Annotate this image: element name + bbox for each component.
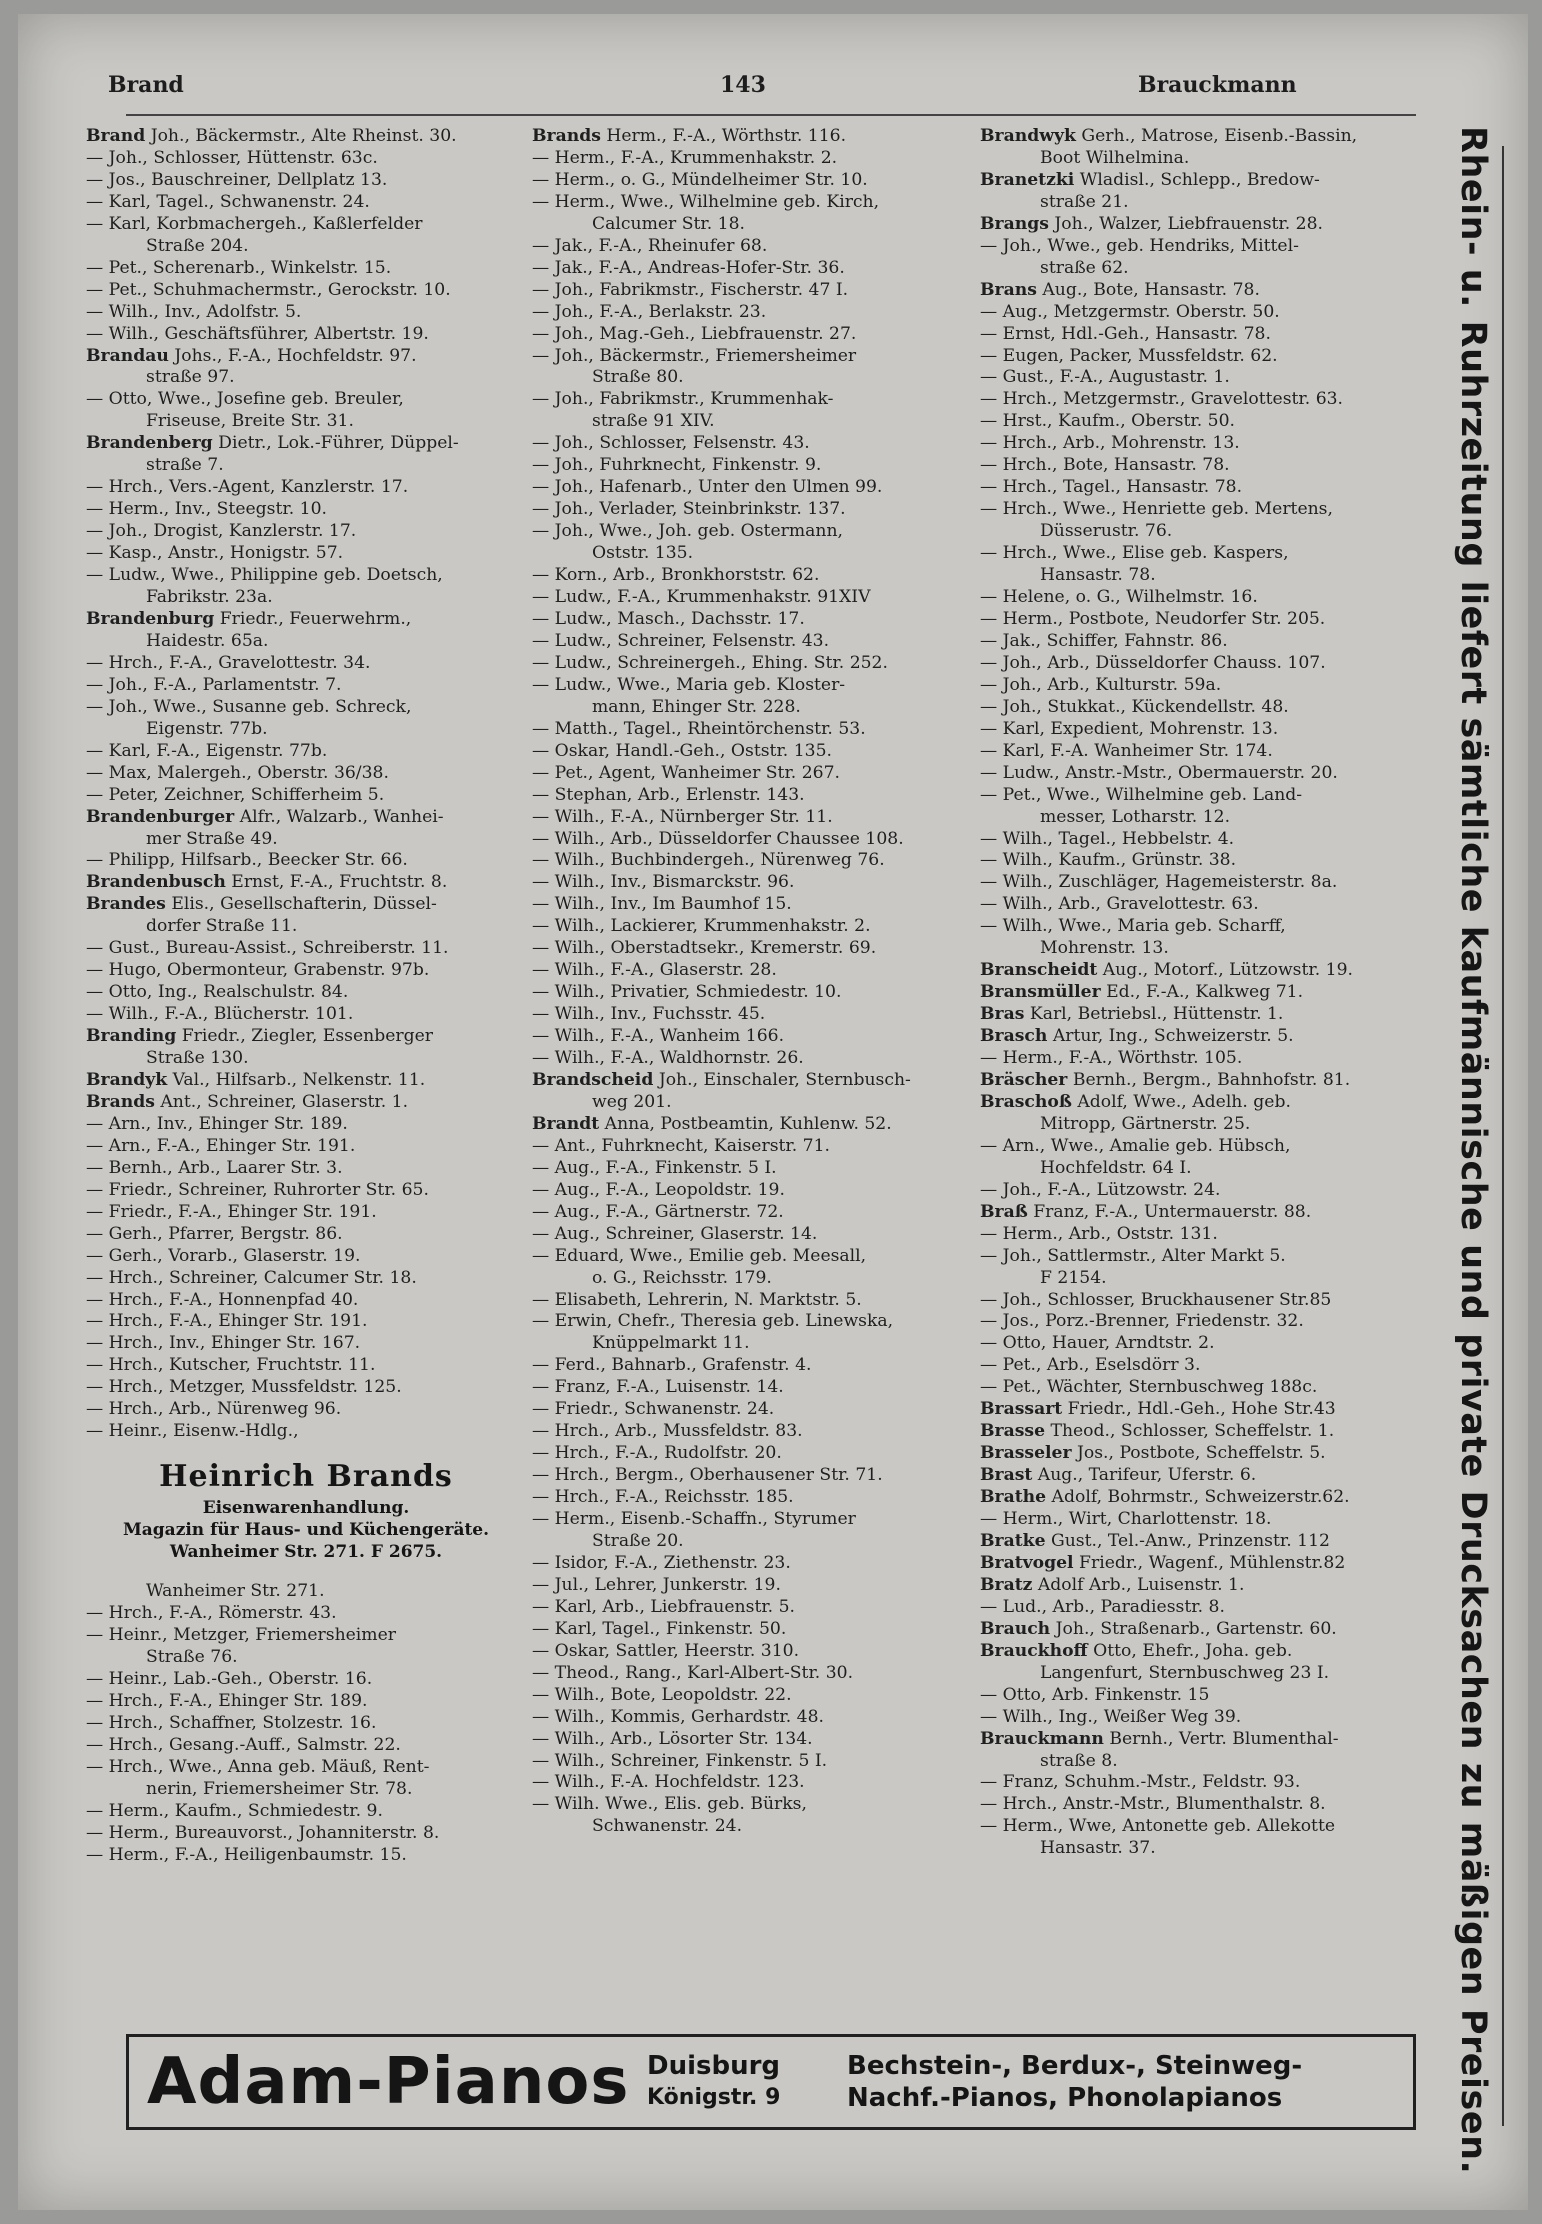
directory-entry: Braß Franz, F.-A., Untermauerstr. 88. (980, 1201, 1312, 1222)
directory-entry: — Arn., F.-A., Ehinger Str. 191. (86, 1135, 356, 1156)
directory-entry: — Wilh., Kommis, Gerhardstr. 48. (532, 1706, 825, 1727)
directory-entry: — Herm., F.-A., Krummenhakstr. 2. (532, 147, 838, 168)
directory-entry: Oststr. 135. (592, 543, 694, 564)
directory-entry: — Aug., Metzgermstr. Oberstr. 50. (980, 301, 1280, 322)
directory-entry: — Hrch., Kutscher, Fruchtstr. 11. (86, 1355, 376, 1376)
directory-entry: Brandyk Val., Hilfsarb., Nelkenstr. 11. (86, 1069, 426, 1090)
directory-entry: — Joh., Schlosser, Hüttenstr. 63c. (86, 147, 378, 168)
directory-entry: — Joh., F.-A., Lützowstr. 24. (980, 1179, 1221, 1200)
directory-entry: — Wilh., Inv., Fuchsstr. 45. (532, 1004, 766, 1025)
directory-entry: — Hrch., Schreiner, Calcumer Str. 18. (86, 1267, 417, 1288)
directory-entry: — Hrch., Metzger, Mussfeldstr. 125. (86, 1377, 402, 1398)
directory-entry: — Aug., F.-A., Finkenstr. 5 I. (532, 1157, 777, 1178)
directory-entry: — Wilh., Ing., Weißer Weg 39. (980, 1706, 1242, 1727)
directory-entry: — Jak., F.-A., Andreas-Hofer-Str. 36. (532, 257, 845, 278)
directory-entry: — Karl, Tagel., Schwanenstr. 24. (86, 191, 370, 212)
directory-entry: — Oskar, Sattler, Heerstr. 310. (532, 1640, 800, 1661)
directory-entry: — Ernst, Hdl.-Geh., Hansastr. 78. (980, 323, 1271, 344)
directory-entry: Bratvogel Friedr., Wagenf., Mühlenstr.82 (980, 1552, 1346, 1573)
directory-entry: — Herm., Wirt, Charlottenstr. 18. (980, 1509, 1272, 1530)
directory-entry: Brauckmann Bernh., Vertr. Blumenthal- (980, 1728, 1339, 1749)
bottom-ad-city: Duisburg (647, 2051, 781, 2081)
directory-entry: weg 201. (592, 1091, 672, 1112)
directory-entry: — Wilh., F.-A., Glaserstr. 28. (532, 960, 777, 981)
directory-entry: Bransmüller Ed., F.-A., Kalkweg 71. (980, 982, 1304, 1003)
directory-entry: — Gust., Bureau-Assist., Schreiberstr. 11. (86, 938, 449, 959)
directory-entry: Brasse Theod., Schlosser, Scheffelstr. 1. (980, 1421, 1335, 1442)
bottom-ad-address (647, 2050, 847, 2114)
directory-entry: — Aug., F.-A., Leopoldstr. 19. (532, 1179, 785, 1200)
directory-entry: straße 8. (1040, 1750, 1118, 1771)
directory-entry: — Hugo, Obermonteur, Grabenstr. 97b. (86, 960, 430, 981)
directory-entry: Brans Aug., Bote, Hansastr. 78. (980, 279, 1260, 300)
directory-entry: — Ludw., Schreiner, Felsenstr. 43. (532, 630, 830, 651)
directory-entry: — Max, Malergeh., Oberstr. 36/38. (86, 762, 389, 783)
directory-entry: — Wilh., Buchbindergeh., Nürenweg 76. (532, 850, 885, 871)
directory-entry: — Oskar, Handl.-Geh., Oststr. 135. (532, 740, 832, 761)
header-right: Brauckmann (1138, 72, 1297, 98)
directory-entry: Branding Friedr., Ziegler, Essenberger (86, 1026, 434, 1047)
directory-entry: Mohrenstr. 13. (1040, 938, 1169, 959)
directory-entry: — Wilh., Bote, Leopoldstr. 22. (532, 1684, 792, 1705)
directory-entry: — Friedr., Schreiner, Ruhrorter Str. 65. (86, 1179, 429, 1200)
directory-entry: — Joh., Wwe., geb. Hendriks, Mittel- (980, 235, 1299, 256)
directory-entry: Friseuse, Breite Str. 31. (146, 411, 354, 432)
directory-entry: — Jak., Schiffer, Fahnstr. 86. (980, 630, 1228, 651)
directory-entry: Brandt Anna, Postbeamtin, Kuhlenw. 52. (532, 1113, 892, 1134)
directory-entry: — Herm., o. G., Mündelheimer Str. 10. (532, 169, 868, 190)
directory-entry: — Wilh., Geschäftsführer, Albertstr. 19. (86, 323, 429, 344)
directory-entry: — Joh., Fabrikmstr., Fischerstr. 47 I. (532, 279, 849, 300)
side-ad-text: Rhein- u. Ruhrzeitung liefert sämtliche kaufmännische und private Drucksachen zu mäßigen Preisen. (1453, 126, 1493, 2175)
directory-entry: — Joh., F.-A., Parlamentstr. 7. (86, 674, 342, 695)
directory-entry: — Gerh., Vorarb., Glaserstr. 19. (86, 1245, 361, 1266)
directory-entry: Brasseler Jos., Postbote, Scheffelstr. 5. (980, 1443, 1326, 1464)
directory-entry: Brandenburger Alfr., Walzarb., Wanhei- (86, 806, 444, 827)
directory-entry: straße 91 XIV. (592, 411, 715, 432)
directory-entry: — Kasp., Anstr., Honigstr. 57. (86, 543, 344, 564)
directory-entry: — Joh., Mag.-Geh., Liebfrauenstr. 27. (532, 323, 857, 344)
directory-entry: Fabrikstr. 23a. (146, 587, 273, 608)
directory-entry: — Otto, Hauer, Arndtstr. 2. (980, 1333, 1215, 1354)
directory-entry: Straße 76. (146, 1647, 238, 1668)
directory-entry: — Ludw., Wwe., Maria geb. Kloster- (532, 674, 846, 695)
column-2 (532, 126, 972, 1838)
page-number: 143 (720, 72, 766, 98)
directory-entry: — Eugen, Packer, Mussfeldstr. 62. (980, 345, 1278, 366)
directory-entry: — Hrch., F.-A., Gravelottestr. 34. (86, 652, 371, 673)
directory-entry: — Herm., Wwe, Antonette geb. Allekotte (980, 1816, 1336, 1837)
directory-entry: F 2154. (1040, 1267, 1107, 1288)
bottom-ad-line1: Bechstein-, Berdux-, Steinweg- (847, 2051, 1303, 2081)
directory-entry: Brasch Artur, Ing., Schweizerstr. 5. (980, 1026, 1294, 1047)
directory-entry: — Ludw., Masch., Dachsstr. 17. (532, 608, 805, 629)
directory-entry: messer, Lotharstr. 12. (1040, 806, 1231, 827)
directory-entry: — Friedr., Schwanenstr. 24. (532, 1399, 775, 1420)
directory-entry: — Hrch., Arb., Mussfeldstr. 83. (532, 1421, 803, 1442)
directory-entry: — Ant., Fuhrknecht, Kaiserstr. 71. (532, 1135, 831, 1156)
directory-entry: — Ludw., Wwe., Philippine geb. Doetsch, (86, 565, 443, 586)
directory-entry: — Otto, Ing., Realschulstr. 84. (86, 982, 349, 1003)
directory-entry: straße 7. (146, 455, 224, 476)
directory-entry: — Pet., Wächter, Sternbuschweg 188c. (980, 1377, 1318, 1398)
directory-entry: — Helene, o. G., Wilhelmstr. 16. (980, 587, 1258, 608)
directory-entry: — Wilh., F.-A., Waldhornstr. 26. (532, 1048, 804, 1069)
directory-entry: — Hrch., Wwe., Henriette geb. Mertens, (980, 499, 1333, 520)
directory-entry: — Joh., Schlosser, Bruckhausener Str.85 (980, 1289, 1332, 1310)
directory-entry: — Matth., Tagel., Rheintörchenstr. 53. (532, 718, 866, 739)
directory-entry: — Joh., Sattlermstr., Alter Markt 5. (980, 1245, 1286, 1266)
directory-entry: — Hrch., Vers.-Agent, Kanzlerstr. 17. (86, 477, 409, 498)
directory-entry: Brands Herm., F.-A., Wörthstr. 116. (532, 126, 847, 146)
directory-entry: — Hrch., Wwe., Anna geb. Mäuß, Rent- (86, 1756, 430, 1777)
directory-entry: Langenfurt, Sternbuschweg 23 I. (1040, 1662, 1330, 1683)
column-1 (86, 126, 526, 1867)
directory-entry: — Wilh., Zuschläger, Hagemeisterstr. 8a. (980, 872, 1338, 893)
directory-entry: — Jos., Bauschreiner, Dellplatz 13. (86, 169, 388, 190)
directory-entry: — Jak., F.-A., Rheinufer 68. (532, 235, 768, 256)
directory-entry: straße 21. (1040, 191, 1129, 212)
directory-entry: Straße 80. (592, 367, 684, 388)
directory-entry: — Jul., Lehrer, Junkerstr. 19. (532, 1574, 781, 1595)
directory-entry: Brandenburg Friedr., Feuerwehrm., (86, 608, 412, 629)
directory-entry: — Jos., Porz.-Brenner, Friedenstr. 32. (980, 1311, 1304, 1332)
header-rule (126, 114, 1416, 116)
directory-entry: — Hrch., F.-A., Ehinger Str. 191. (86, 1311, 368, 1332)
directory-entry: — Joh., Stukkat., Kückendellstr. 48. (980, 696, 1289, 717)
bottom-ad-street: Königstr. 9 (647, 2085, 781, 2110)
directory-entry: Düsserustr. 76. (1040, 521, 1173, 542)
bottom-ad-products (847, 2050, 1302, 2114)
directory-entry: Boot Wilhelmina. (1040, 147, 1190, 168)
directory-entry: — Joh., Verlader, Steinbrinkstr. 137. (532, 499, 846, 520)
directory-entry: — Herm., Inv., Steegstr. 10. (86, 499, 327, 520)
directory-entry: — Wilh., Inv., Bismarckstr. 96. (532, 872, 795, 893)
directory-entry: — Hrch., F.-A., Honnenpfad 40. (86, 1289, 359, 1310)
directory-entry: — Hrch., F.-A., Rudolfstr. 20. (532, 1443, 782, 1464)
directory-entry: — Herm., Eisenb.-Schaffn., Styrumer (532, 1509, 856, 1530)
directory-entry: Brauch Joh., Straßenarb., Gartenstr. 60. (980, 1618, 1337, 1639)
ad-line-3: Wanheimer Str. 271. F 2675. (169, 1542, 443, 1563)
directory-entry: Wanheimer Str. 271. (146, 1581, 325, 1602)
directory-entry: Branetzki Wladisl., Schlepp., Bredow- (980, 169, 1320, 190)
directory-entry: — Isidor, F.-A., Ziethenstr. 23. (532, 1552, 791, 1573)
directory-entry: — Wilh., Arb., Lösorter Str. 134. (532, 1728, 813, 1749)
directory-entry: — Otto, Wwe., Josefine geb. Breuler, (86, 389, 404, 410)
directory-entry: — Hrch., F.-A., Ehinger Str. 189. (86, 1690, 368, 1711)
directory-entry: — Korn., Arb., Bronkhorststr. 62. (532, 565, 820, 586)
directory-entry: Brandwyk Gerh., Matrose, Eisenb.-Bassin, (980, 126, 1358, 146)
directory-entry: — Herm., Kaufm., Schmiedestr. 9. (86, 1800, 383, 1821)
directory-entry: straße 62. (1040, 257, 1129, 278)
directory-entry: — Arn., Wwe., Amalie geb. Hübsch, (980, 1135, 1291, 1156)
directory-entry: — Wilh., Arb., Gravelottestr. 63. (980, 894, 1259, 915)
directory-entry: — Karl, Arb., Liebfrauenstr. 5. (532, 1596, 795, 1617)
directory-entry: — Karl, Expedient, Mohrenstr. 13. (980, 718, 1279, 739)
directory-entry: — Karl, Korbmachergeh., Kaßlerfelder (86, 213, 423, 234)
directory-entry: — Gust., F.-A., Augustastr. 1. (980, 367, 1230, 388)
directory-entry: — Stephan, Arb., Erlenstr. 143. (532, 784, 805, 805)
directory-entry: — Hrch., Wwe., Elise geb. Kaspers, (980, 543, 1289, 564)
directory-entry: — Karl, F.-A. Wanheimer Str. 174. (980, 740, 1273, 761)
heinrich-brands-ad (86, 1457, 526, 1563)
directory-entry: o. G., Reichsstr. 179. (592, 1267, 772, 1288)
directory-entry: — Pet., Scherenarb., Winkelstr. 15. (86, 257, 392, 278)
directory-entry: — Herm., F.-A., Wörthstr. 105. (980, 1048, 1243, 1069)
directory-entry: — Wilh., F.-A., Wanheim 166. (532, 1026, 785, 1047)
directory-entry: — Wilh., Oberstadtsekr., Kremerstr. 69. (532, 938, 877, 959)
directory-page (18, 14, 1528, 2210)
directory-entry: — Heinr., Eisenw.-Hdlg., (86, 1421, 299, 1442)
ad-line-1: Eisenwarenhandlung. (202, 1498, 410, 1519)
directory-entry: Straße 20. (592, 1531, 684, 1551)
directory-entry: Mitropp, Gärtnerstr. 25. (1040, 1113, 1251, 1134)
directory-entry: Brast Aug., Tarifeur, Uferstr. 6. (980, 1465, 1257, 1486)
directory-entry: — Heinr., Lab.-Geh., Oberstr. 16. (86, 1669, 373, 1689)
directory-entry: — Wilh., Inv., Im Baumhof 15. (532, 894, 792, 915)
bottom-ad-line2: Nachf.-Pianos, Phonolapianos (847, 2083, 1283, 2113)
directory-entry: — Joh., Wwe., Susanne geb. Schreck, (86, 696, 412, 717)
directory-entry: nerin, Friemersheimer Str. 78. (146, 1778, 413, 1799)
directory-entry: Eigenstr. 77b. (146, 718, 268, 739)
directory-entry: — Hrch., F.-A., Reichsstr. 185. (532, 1487, 794, 1508)
directory-entry: — Wilh., Tagel., Hebbelstr. 4. (980, 828, 1235, 849)
directory-entry: — Joh., Arb., Kulturstr. 59a. (980, 674, 1222, 695)
bottom-advertisement (126, 2034, 1416, 2130)
directory-entry: — Eduard, Wwe., Emilie geb. Meesall, (532, 1245, 867, 1266)
ad-line-2: Magazin für Haus- und Küchengeräte. (122, 1520, 490, 1541)
directory-entry: — Hrch., Anstr.-Mstr., Blumenthalstr. 8. (980, 1794, 1326, 1815)
directory-entry: — Heinr., Metzger, Friemersheimer (86, 1625, 396, 1646)
directory-entry: — Wilh., F.-A., Blücherstr. 101. (86, 1004, 354, 1025)
directory-entry: Straße 204. (146, 235, 249, 256)
directory-entry: — Joh., Fuhrknecht, Finkenstr. 9. (532, 455, 822, 476)
side-ad-rule (1502, 146, 1504, 2126)
directory-entry: — Ludw., Schreinergeh., Ehing. Str. 252. (532, 652, 888, 673)
directory-entry: — Karl, F.-A., Eigenstr. 77b. (86, 740, 328, 761)
directory-entry: — Hrch., F.-A., Römerstr. 43. (86, 1603, 337, 1624)
directory-entry: — Wilh., Wwe., Maria geb. Scharff, (980, 916, 1286, 937)
directory-entry: mer Straße 49. (146, 828, 278, 849)
directory-entry: Branscheidt Aug., Motorf., Lützowstr. 19. (980, 960, 1353, 981)
directory-entry: Bratz Adolf Arb., Luisenstr. 1. (980, 1574, 1245, 1595)
directory-entry: — Joh., Schlosser, Felsenstr. 43. (532, 433, 810, 454)
directory-entry: — Otto, Arb. Finkenstr. 15 (980, 1684, 1210, 1705)
directory-entry: — Aug., F.-A., Gärtnerstr. 72. (532, 1201, 784, 1222)
directory-entry: — Philipp, Hilfsarb., Beecker Str. 66. (86, 850, 408, 871)
directory-entry: Bras Karl, Betriebsl., Hüttenstr. 1. (980, 1004, 1284, 1025)
directory-entry: Bräscher Bernh., Bergm., Bahnhofstr. 81. (980, 1069, 1351, 1090)
directory-entry: Bratke Gust., Tel.-Anw., Prinzenstr. 112 (980, 1531, 1330, 1551)
directory-entry: Knüppelmarkt 11. (592, 1333, 750, 1354)
directory-entry: — Gerh., Pfarrer, Bergstr. 86. (86, 1223, 343, 1244)
directory-entry: — Franz, F.-A., Luisenstr. 14. (532, 1377, 784, 1398)
directory-entry: Hansastr. 78. (1040, 565, 1156, 586)
directory-entry: — Wilh., F.-A., Nürnberger Str. 11. (532, 806, 833, 827)
directory-entry: — Pet., Wwe., Wilhelmine geb. Land- (980, 784, 1303, 805)
bottom-ad-brand: Adam-Pianos (147, 2045, 630, 2119)
directory-entry: — Wilh., Lackierer, Krummenhakstr. 2. (532, 916, 871, 937)
directory-entry: — Hrch., Gesang.-Auff., Salmstr. 22. (86, 1734, 401, 1755)
directory-entry: — Wilh., F.-A. Hochfeldstr. 123. (532, 1772, 805, 1793)
directory-entry: — Joh., Bäckermstr., Friemersheimer (532, 345, 857, 366)
directory-entry: — Joh., Hafenarb., Unter den Ulmen 99. (532, 477, 883, 498)
directory-entry: Straße 130. (146, 1048, 249, 1069)
directory-entry: — Arn., Inv., Ehinger Str. 189. (86, 1113, 348, 1134)
directory-entry: — Ludw., Anstr.-Mstr., Obermauerstr. 20. (980, 762, 1338, 783)
directory-entry: — Hrch., Arb., Nürenweg 96. (86, 1399, 342, 1420)
directory-entry: — Herm., Bureauvorst., Johanniterstr. 8. (86, 1822, 440, 1843)
directory-entry: — Herm., F.-A., Heiligenbaumstr. 15. (86, 1844, 407, 1865)
directory-entry: — Herm., Postbote, Neudorfer Str. 205. (980, 608, 1326, 629)
directory-entry: Brandscheid Joh., Einschaler, Sternbusch- (532, 1069, 911, 1090)
header-left: Brand (108, 72, 184, 98)
directory-entry: — Hrch., Bergm., Oberhausener Str. 71. (532, 1465, 883, 1486)
directory-entry: Braschoß Adolf, Wwe., Adelh. geb. (980, 1091, 1291, 1112)
directory-entry: — Wilh., Schreiner, Finkenstr. 5 I. (532, 1750, 828, 1771)
directory-entry: — Lud., Arb., Paradiesstr. 8. (980, 1596, 1225, 1617)
directory-entry: — Hrst., Kaufm., Oberstr. 50. (980, 411, 1235, 432)
directory-entry: — Peter, Zeichner, Schifferheim 5. (86, 784, 385, 805)
directory-entry: Brandau Johs., F.-A., Hochfeldstr. 97. (86, 345, 417, 366)
directory-entry: — Erwin, Chefr., Theresia geb. Linewska, (532, 1311, 894, 1332)
directory-entry: dorfer Straße 11. (146, 916, 298, 937)
directory-entry: Brangs Joh., Walzer, Liebfrauenstr. 28. (980, 213, 1324, 234)
directory-entry: — Wilh., Kaufm., Grünstr. 38. (980, 850, 1237, 871)
directory-entry: — Joh., Wwe., Joh. geb. Ostermann, (532, 521, 843, 542)
directory-entry: — Pet., Agent, Wanheimer Str. 267. (532, 762, 840, 783)
directory-entry: — Hrch., Inv., Ehinger Str. 167. (86, 1333, 361, 1354)
directory-entry: Brandenbusch Ernst, F.-A., Fruchtstr. 8. (86, 872, 448, 893)
directory-entry: — Theod., Rang., Karl-Albert-Str. 30. (532, 1662, 854, 1683)
directory-entry: — Joh., Fabrikmstr., Krummenhak- (532, 389, 834, 410)
ad-title: Heinrich Brands (159, 1459, 453, 1495)
directory-entry: — Wilh., Privatier, Schmiedestr. 10. (532, 982, 842, 1003)
directory-entry: — Ludw., F.-A., Krummenhakstr. 91XIV (532, 587, 871, 608)
directory-entry: — Herm., Wwe., Wilhelmine geb. Kirch, (532, 191, 880, 212)
directory-entry: — Friedr., F.-A., Ehinger Str. 191. (86, 1201, 377, 1222)
column-3 (980, 126, 1420, 1860)
directory-entry: — Herm., Arb., Oststr. 131. (980, 1223, 1218, 1244)
directory-entry: Brassart Friedr., Hdl.-Geh., Hohe Str.43 (980, 1399, 1336, 1420)
directory-entry: Brathe Adolf, Bohrmstr., Schweizerstr.62. (980, 1487, 1350, 1508)
directory-entry: — Wilh., Arb., Düsseldorfer Chaussee 108. (532, 828, 904, 849)
directory-entry: Calcumer Str. 18. (592, 213, 746, 234)
directory-entry: Brandes Elis., Gesellschafterin, Düssel- (86, 894, 437, 915)
directory-entry: — Joh., F.-A., Berlakstr. 23. (532, 301, 767, 322)
directory-entry: Schwanenstr. 24. (592, 1816, 743, 1837)
directory-entry: — Franz, Schuhm.-Mstr., Feldstr. 93. (980, 1772, 1301, 1793)
directory-entry: mann, Ehinger Str. 228. (592, 696, 801, 717)
directory-entry: — Karl, Tagel., Finkenstr. 50. (532, 1618, 787, 1639)
directory-entry: — Hrch., Metzgermstr., Gravelottestr. 63. (980, 389, 1344, 410)
directory-entry: — Ferd., Bahnarb., Grafenstr. 4. (532, 1355, 812, 1376)
directory-entry: — Hrch., Bote, Hansastr. 78. (980, 455, 1230, 476)
directory-entry: — Pet., Arb., Eselsdörr 3. (980, 1355, 1201, 1376)
directory-entry: — Elisabeth, Lehrerin, N. Marktstr. 5. (532, 1289, 862, 1310)
directory-entry: — Aug., Schreiner, Glaserstr. 14. (532, 1223, 818, 1244)
directory-entry: — Joh., Drogist, Kanzlerstr. 17. (86, 521, 357, 542)
directory-entry: Hochfeldstr. 64 I. (1040, 1157, 1192, 1178)
directory-entry: Haidestr. 65a. (146, 630, 269, 651)
directory-entry: — Hrch., Tagel., Hansastr. 78. (980, 477, 1243, 498)
directory-entry: — Hrch., Schaffner, Stolzestr. 16. (86, 1712, 377, 1733)
directory-entry: — Bernh., Arb., Laarer Str. 3. (86, 1157, 343, 1178)
directory-entry: — Wilh., Inv., Adolfstr. 5. (86, 301, 302, 322)
directory-entry: straße 97. (146, 367, 235, 388)
directory-entry: — Joh., Arb., Düsseldorfer Chauss. 107. (980, 652, 1326, 673)
directory-entry: Brandenberg Dietr., Lok.-Führer, Düppel- (86, 433, 459, 454)
directory-entry: Brauckhoff Otto, Ehefr., Joha. geb. (980, 1640, 1293, 1661)
directory-entry: — Pet., Schuhmachermstr., Gerockstr. 10. (86, 279, 451, 300)
directory-entry: — Hrch., Arb., Mohrenstr. 13. (980, 433, 1240, 454)
directory-entry: Brand Joh., Bäckermstr., Alte Rheinst. 30. (86, 126, 457, 146)
directory-entry: Hansastr. 37. (1040, 1838, 1156, 1859)
directory-entry: Brands Ant., Schreiner, Glaserstr. 1. (86, 1091, 409, 1112)
side-advertisement (1436, 126, 1506, 2175)
directory-entry: — Wilh. Wwe., Elis. geb. Bürks, (532, 1794, 807, 1815)
